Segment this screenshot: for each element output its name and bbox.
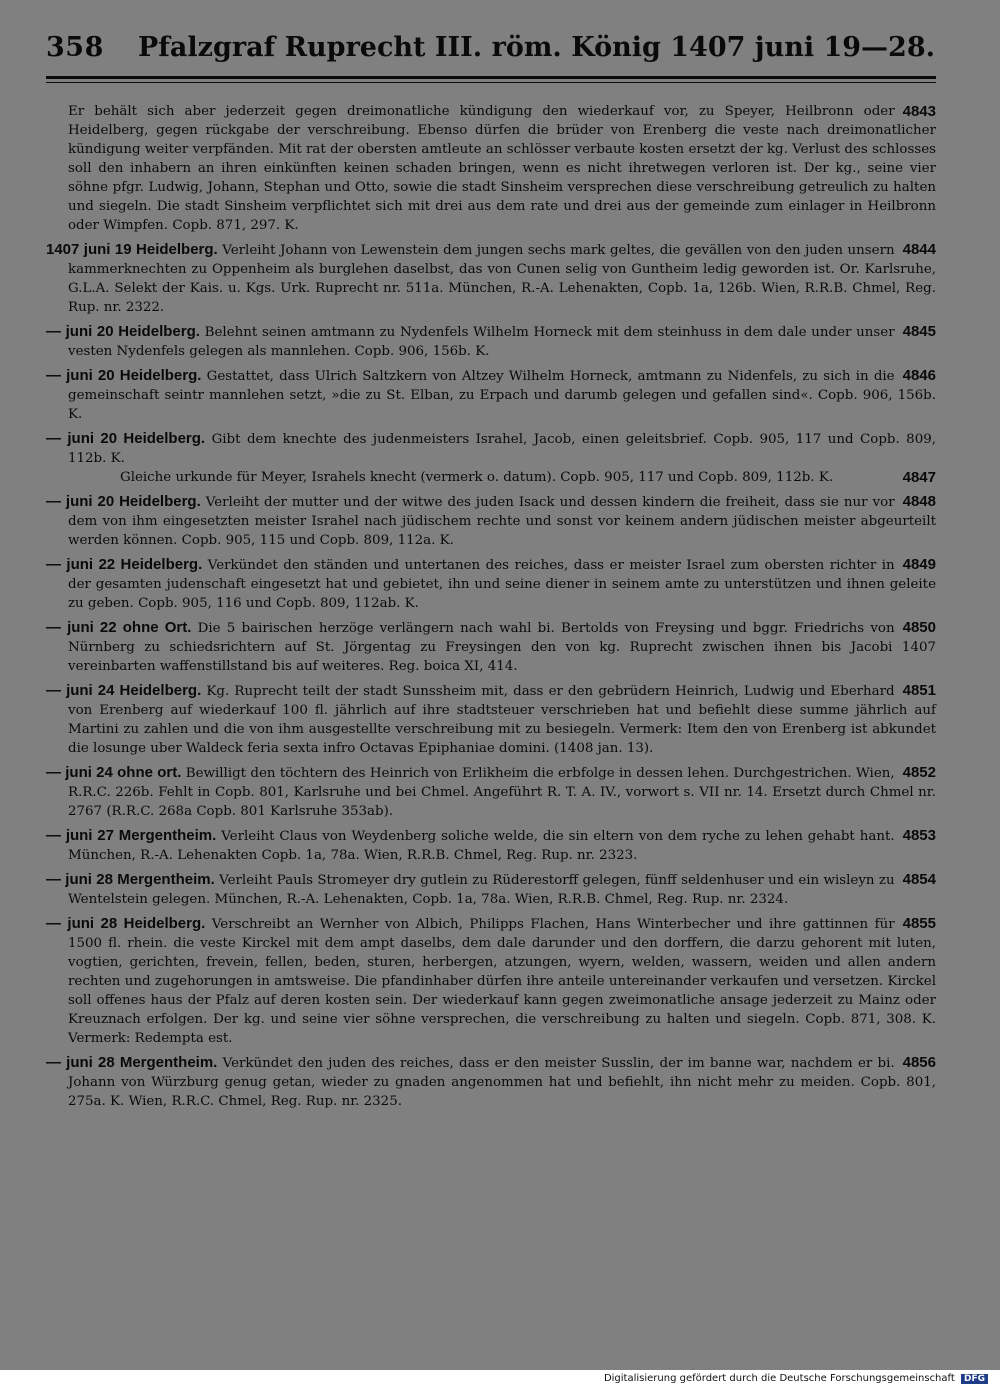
entry-date: — juni 28 Mergentheim. (46, 1054, 218, 1071)
entry-number: 4850 (902, 619, 936, 636)
entry-date: — juni 24 ohne ort. (46, 764, 182, 781)
entry-text: Gibt dem knechte des judenmeisters Israhel, Jacob, einen geleitsbrief. Copb. 905, 117 und Copb. 809, 112b. K. (68, 432, 936, 466)
entry-text: Belehnt seinen amtmann zu Nydenfels Wilhelm Horneck mit dem steinhuss in dem dale under unser vesten Nydenfels gelegen als mannlehen. Copb. 906, 156b. K. (68, 325, 895, 359)
entry-text: Verleiht Claus von Weydenberg soliche welde, die sin eltern von dem ryche zu lehen gehabt hant. München, R.-A. Lehenakten Copb. 1a, 78a. Wien, R.R.B. Chmel, Reg. Rup. nr. 2323. (68, 829, 895, 863)
entry-4844 (46, 240, 936, 317)
entry-date: — juni 24 Heidelberg. (46, 682, 202, 699)
entry-text: Verkündet den ständen und untertanen des reiches, dass er meister Israel zum obersten richter in der gesamten judenschaft eingesetzt hat und gebietet, ihn und seine diener in seinem amte zu unterstützen und ihnen geleite zu geben. Copb. 905, 116 und Copb. 809, 112ab. K. (68, 558, 936, 611)
entry-number: 4854 (902, 871, 936, 888)
entry-number: 4848 (902, 493, 936, 510)
entry-date: — juni 22 Heidelberg. (46, 556, 203, 573)
entry-date: 1407 juni 19 Heidelberg. (46, 241, 218, 258)
entry-text: Kg. Ruprecht teilt der stadt Sunssheim mit, dass er den gebrüdern Heinrich, Ludwig und Eberhard von Erenberg auf wiederkauf 100 fl. jährlich auf ihre stadtsteuer verschrieben hat und befiehlt diese summe jährlich auf Martini zu zahlen und die von ihm ausgestellte verschreibung mit zu besiegeln. Vermerk: Item den von Erenberg ist abkundet die losunge uber Waldeck feria sexta infro Octavas Epiphaniae domini. (1408 jan. 13). (68, 684, 936, 756)
entry-number: 4849 (902, 556, 936, 573)
entry-date: — juni 20 Heidelberg. (46, 323, 200, 340)
funding-footer (604, 1373, 988, 1384)
page-header (46, 32, 936, 72)
entry-number: 4846 (902, 367, 936, 384)
entry-number: 4851 (902, 682, 936, 699)
entry-date: — juni 27 Mergentheim. (46, 827, 217, 844)
entry-text: Verkündet den juden des reiches, dass er den meister Susslin, der im banne war, nachdem er bi. Johann von Würzburg genug getan, wieder zu gnaden angenommen hat und befiehlt, ihn nicht mehr zu meiden. Copb. 801, 275a. K. Wien, R.R.C. Chmel, Reg. Rup. nr. 2325. (68, 1056, 936, 1109)
funding-text: Digitalisierung gefördert durch die Deutsche Forschungsgemeinschaft (603, 1373, 955, 1384)
entry-number: 4843 (902, 103, 936, 120)
regesta-list (46, 102, 936, 1116)
entry-number: 4847 (902, 469, 936, 486)
entry-4853 (46, 826, 936, 865)
entry-number: 4845 (902, 323, 936, 340)
entry-number: 4844 (902, 241, 936, 258)
entry-date: — juni 22 ohne Ort. (46, 619, 192, 636)
entry-date: — juni 20 Heidelberg. (46, 430, 206, 447)
entry-date: — juni 28 Heidelberg. (46, 915, 206, 932)
entry-4845 (46, 322, 936, 361)
entry-date: — juni 20 Heidelberg. (46, 493, 201, 510)
entry-text: Bewilligt den töchtern des Heinrich von Erlikheim die erbfolge in dessen lehen. Durchgestrichen. Wien, R.R.C. 226b. Fehlt in Copb. 801, Karlsruhe und bei Chmel. Angeführt R. T. A. IV., vorwort s. VII nr. 14. Ersetzt durch Chmel nr. 2767 (R.R.C. 268a Copb. 801 Karlsruhe 353ab). (68, 766, 936, 819)
header-rule-thin (46, 82, 936, 83)
entry-number: 4853 (902, 827, 936, 844)
entry-4847b (46, 468, 936, 487)
entry-text: Verleiht Johann von Lewenstein dem jungen sechs mark geltes, die gevällen von den juden unsern kammerknechten zu Oppenheim als burglehen daselbst, das von Cunen selig von Guntheim ledig geworden ist. Or. Karlsruhe, G.L.A. Selekt der Kais. u. Kgs. Urk. Ruprecht nr. 511a. München, R.-A. Lehenakten, Copb. 1a, 126b. Wien, R.R.B. Chmel, Reg. Rup. nr. 2322. (68, 243, 936, 315)
entry-4848 (46, 492, 936, 550)
entry-number: 4852 (902, 764, 936, 781)
entry-text: Die 5 bairischen herzöge verlängern nach wahl bi. Bertolds von Freysing und bggr. Friedrichs von Nürnberg zu schiedsrichtern auf St. Jörgentag zu Freysingen den von kg. Ruprecht zwischen ihnen bis Jacobi 1407 vereinbarten waffenstillstand bis auf weiteres. Reg. boica XI, 414. (68, 621, 936, 674)
entry-4855 (46, 914, 936, 1048)
entry-4843 (46, 102, 936, 235)
entry-4847a (46, 429, 936, 468)
entry-date: — juni 20 Heidelberg. (46, 367, 202, 384)
entry-text: Verleiht Pauls Stromeyer dry gutlein zu Rüderestorff gelegen, fünff seldenhuser und ein wisleyn zu Wentelstein gelegen. München, R.-A. Lehenakten, Copb. 1a, 78a. Wien, R.R.B. Chmel, Reg. Rup. nr. 2324. (68, 873, 895, 907)
entry-4846 (46, 366, 936, 424)
page-number: 358 (46, 32, 104, 63)
entry-date: — juni 28 Mergentheim. (46, 871, 215, 888)
header-rule-thick (46, 76, 936, 79)
running-title: Pfalzgraf Ruprecht III. röm. König 1407 juni 19—28. (138, 32, 936, 63)
entry-text: Er behält sich aber jederzeit gegen dreimonatliche kündigung den wiederkauf vor, zu Speyer, Heilbronn oder Heidelberg, gegen rückgabe der verschreibung. Ebenso dürfen die brüder von Erenberg die veste nach dreimonatlicher kündigung weiter verpfänden. Mit rat der obersten amtleute an schlösser verbaute kosten ersetzt der kg. Verlust des schlosses soll den inhabern an ihren einkünften keinen schaden bringen, wenn es nicht ihretwegen verloren ist. Der kg., seine vier söhne pfgr. Ludwig, Johann, Stephan und Otto, sowie die stadt Sinsheim versprechen diese verschreibung getreulich zu halten und siegeln. Die stadt Sinsheim verpflichtet sich mit drei aus dem rate und drei aus der gemeinde zum einlager in Heilbronn oder Wimpfen. Copb. 871, 297. K. (68, 104, 936, 233)
entry-4852 (46, 763, 936, 821)
entry-number: 4856 (902, 1054, 936, 1071)
entry-4854 (46, 870, 936, 909)
entry-4851 (46, 681, 936, 758)
entry-text: Gleiche urkunde für Meyer, Israhels knecht (vermerk o. datum). Copb. 905, 117 und Copb. 809, 112b. K. (120, 470, 834, 485)
entry-4850 (46, 618, 936, 676)
entry-number: 4855 (902, 915, 936, 932)
entry-4849 (46, 555, 936, 613)
entry-text: Gestattet, dass Ulrich Saltzkern von Altzey Wilhelm Horneck, amtmann zu Nidenfels, zu sich in die gemeinschaft seintr mannlehen setzt, »die zu St. Elban, zu Erpach und darumb gelegen und gefallen sind«. Copb. 906, 156b. K. (68, 369, 936, 422)
entry-4856 (46, 1053, 936, 1111)
dfg-logo: DFG (961, 1374, 988, 1384)
entry-text: Verschreibt an Wernher von Albich, Philipps Flachen, Hans Winterbecher und ihre gattinnen für 1500 fl. rhein. die veste Kirckel mit dem ampt daselbs, dem dale darunder und den dorffern, die darzu gehorent mit luten, vogtien, gerichten, frevein, fellen, beden, sturen, herbergen, atzungen, wyern, welden, wassern, weiden und allen andern rechten und zugehorungen in amtsweise. Die pfandinhaber dürfen ihre anteile untereinander verkaufen und versetzen. Kirckel soll offenes haus der Pfalz auf deren kosten sein. Der wiederkauf kann gegen zweimonatliche ansage jederzeit zu Mainz oder Kreuznach erfolgen. Der kg. und seine vier söhne versprechen, die verschreibung zu halten und siegeln. Copb. 871, 308. K. Vermerk: Redempta est. (68, 917, 936, 1046)
entry-text: Verleiht der mutter und der witwe des juden Isack und dessen kindern die freiheit, dass sie nur vor dem von ihm eingesetzten meister Israhel nach jüdischem rechte und sonst vor keinem andern jüdischen meister abgeurteilt werden können. Copb. 905, 115 und Copb. 809, 112a. K. (68, 495, 936, 548)
